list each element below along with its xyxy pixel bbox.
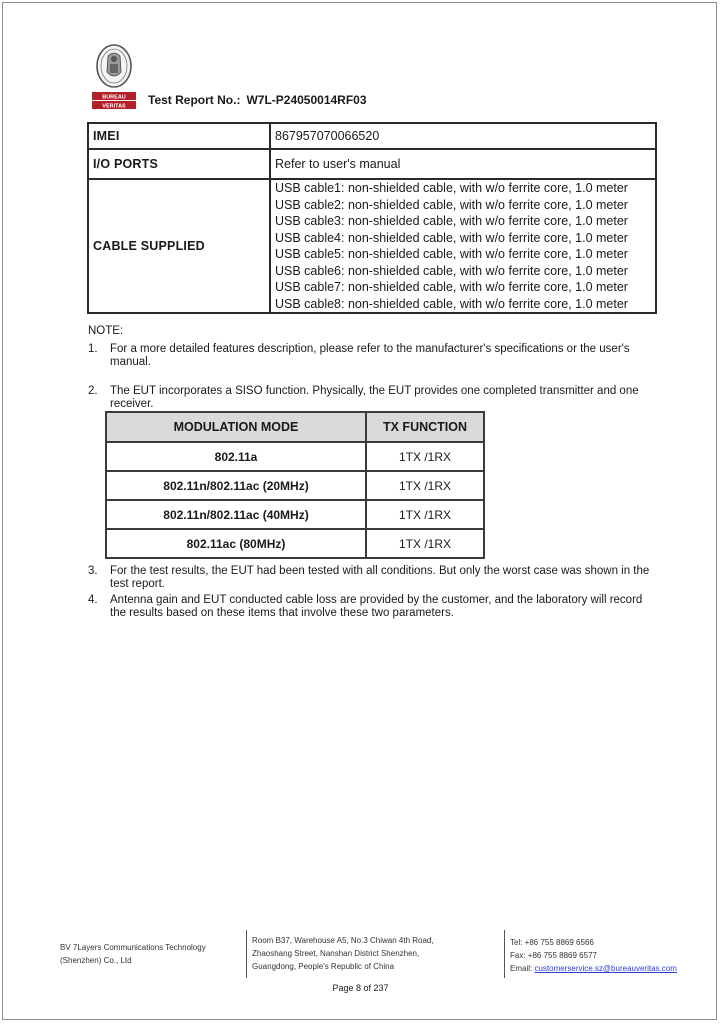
footer-address-line: Room B37, Warehouse A5, No.3 Chiwan 4th Road,: [252, 936, 434, 945]
report-number-label: Test Report No.:: [148, 93, 241, 107]
footer-tel: Tel: +86 755 8869 6566: [510, 938, 594, 947]
note-number: 2.: [88, 385, 98, 397]
modulation-mode-cell: 802.11ac (80MHz): [106, 529, 366, 558]
tx-function-cell: 1TX /1RX: [366, 529, 484, 558]
footer-fax: Fax: +86 755 8869 6577: [510, 951, 597, 960]
footer-address-line: Zhaoshang Street, Nanshan District Shenzhen,: [252, 949, 420, 958]
footer-company-line: (Shenzhen) Co., Ltd: [60, 956, 132, 965]
note-text: The EUT incorporates a SISO function. Physically, the EUT provides one completed transmitter and one receiver.: [110, 385, 639, 410]
table-row: [106, 471, 484, 500]
cable-item: USB cable6: non-shielded cable, with w/o ferrite core, 1.0 meter: [275, 263, 628, 278]
table-row-io-ports: [88, 149, 656, 179]
cable-item: USB cable5: non-shielded cable, with w/o ferrite core, 1.0 meter: [275, 247, 628, 261]
modulation-mode-cell: 802.11a: [106, 442, 366, 471]
footer-address: [252, 934, 502, 973]
report-number-line: [148, 93, 367, 107]
cable-list: [270, 179, 656, 313]
table-row-imei: [88, 123, 656, 149]
report-number-value: W7L-P24050014RF03: [246, 93, 367, 107]
footer-email-link[interactable]: customerservice.sz@bureauveritas.com: [534, 964, 677, 973]
column-header-tx-function: TX FUNCTION: [366, 412, 484, 442]
note-text: For a more detailed features description, please refer to the manufacturer's specifications or the user's manual.: [110, 343, 630, 368]
cable-item: USB cable4: non-shielded cable, with w/o ferrite core, 1.0 meter: [275, 230, 628, 245]
table-row-cable-supplied: [88, 179, 656, 313]
table-row: [106, 529, 484, 558]
cable-item: USB cable3: non-shielded cable, with w/o ferrite core, 1.0 meter: [275, 214, 628, 228]
modulation-table: [105, 411, 485, 559]
modulation-table-header: [106, 412, 484, 442]
imei-value: 867957070066520: [270, 123, 656, 149]
page-number: Page 8 of 237: [332, 983, 389, 993]
tx-function-cell: 1TX /1RX: [366, 442, 484, 471]
note-heading: NOTE:: [88, 325, 124, 337]
svg-text:VERITAS: VERITAS: [102, 103, 126, 110]
footer-contact: [510, 936, 700, 975]
io-ports-value: Refer to user's manual: [270, 149, 656, 179]
footer-divider: [504, 930, 505, 978]
footer-company-line: BV 7Layers Communications Technology: [60, 943, 206, 952]
cable-item: USB cable2: non-shielded cable, with w/o ferrite core, 1.0 meter: [275, 197, 628, 212]
table-row: [106, 442, 484, 471]
cable-item: USB cable8: non-shielded cable, with w/o ferrite core, 1.0 meter: [275, 296, 628, 311]
tx-function-cell: 1TX /1RX: [366, 471, 484, 500]
modulation-mode-cell: 802.11n/802.11ac (20MHz): [106, 471, 366, 500]
note-text: Antenna gain and EUT conducted cable loss are provided by the customer, and the laboratory will record the results based on these items that involve these two parameters.: [110, 594, 643, 619]
column-header-modulation-mode: MODULATION MODE: [106, 412, 366, 442]
footer-email-label: Email:: [510, 964, 533, 973]
note-text: For the test results, the EUT had been tested with all conditions. But only the worst case was shown in the test report.: [110, 565, 650, 590]
cable-supplied-label: CABLE SUPPLIED: [88, 179, 270, 313]
footer-email-line: [510, 962, 700, 975]
note-number: 3.: [88, 565, 98, 577]
footer-divider: [246, 930, 247, 978]
svg-text:BUREAU: BUREAU: [102, 94, 126, 101]
io-ports-label: I/O PORTS: [88, 149, 270, 179]
footer-address-line: Guangdong, People's Republic of China: [252, 962, 395, 971]
imei-label: IMEI: [88, 123, 270, 149]
tx-function-cell: 1TX /1RX: [366, 500, 484, 529]
bureau-veritas-logo: [88, 42, 140, 112]
note-number: 4.: [88, 594, 98, 606]
cable-item: USB cable1: non-shielded cable, with w/o ferrite core, 1.0 meter: [275, 181, 628, 195]
modulation-mode-cell: 802.11n/802.11ac (40MHz): [106, 500, 366, 529]
note-number: 1.: [88, 343, 98, 355]
footer-company: [60, 941, 240, 967]
cable-item: USB cable7: non-shielded cable, with w/o ferrite core, 1.0 meter: [275, 280, 628, 294]
eut-info-table: [87, 122, 657, 314]
table-row: [106, 500, 484, 529]
